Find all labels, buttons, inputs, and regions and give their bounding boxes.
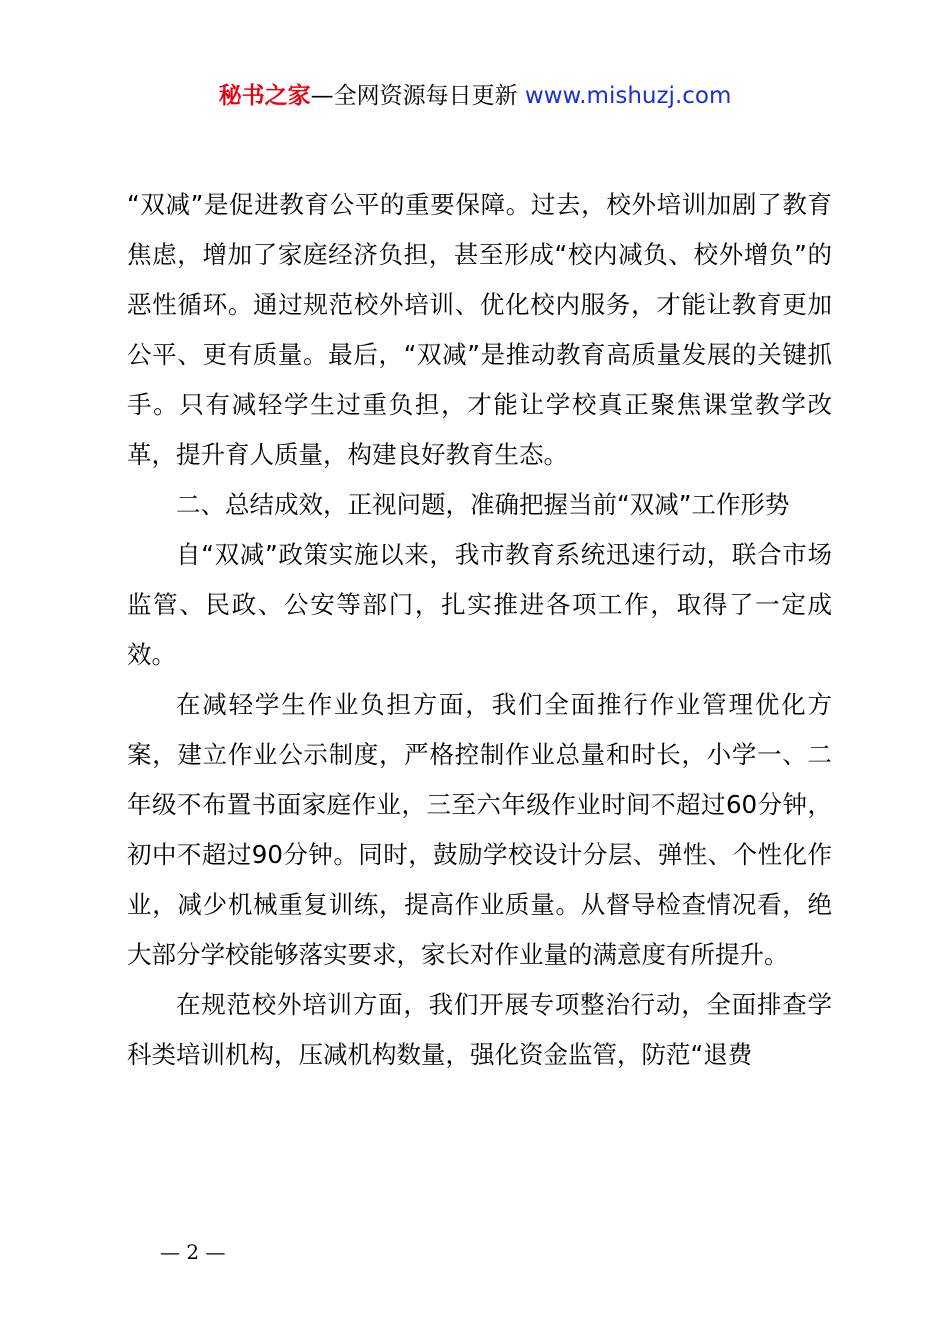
site-banner: [0, 80, 950, 112]
site-url-link[interactable]: www.mishuzj.com: [524, 83, 732, 109]
section-heading: 二、总结成效，正视问题，准确把握当前“双减”工作形势: [176, 490, 790, 519]
paragraph: 自“双减”政策实施以来，我市教育系统迅速行动，联合市场监管、民政、公安等部门，扎实推进各项工作，取得了一定成效。: [127, 540, 832, 669]
page-number: — 2 —: [160, 1240, 226, 1264]
paragraph: “双减”是促进教育公平的重要保障。过去，校外培训加剧了教育焦虑，增加了家庭经济负担，甚至形成“校内减负、校外增负”的恶性循环。通过规范校外培训、优化校内服务，才能让教育更加公平、更有质量。最后，“双减”是推动教育高质量发展的关键抓手。只有减轻学生过重负担，才能让学校真正聚焦课堂教学改革，提升育人质量，构建良好教育生态。: [127, 190, 832, 469]
paragraph: 在规范校外培训方面，我们开展专项整治行动，全面排查学科类培训机构，压减机构数量，强化资金监管，防范“退费: [127, 990, 832, 1069]
brand-name: 秘书之家: [218, 83, 311, 109]
paragraph: 在减轻学生作业负担方面，我们全面推行作业管理优化方案，建立作业公示制度，严格控制作业总量和时长，小学一、二年级不布置书面家庭作业，三至六年级作业时间不超过60分钟，初中不超过90分钟。同时，鼓励学校设计分层、弹性、个性化作业，减少机械重复训练，提高作业质量。从督导检查情况看，绝大部分学校能够落实要求，家长对作业量的满意度有所提升。: [127, 690, 832, 969]
document-body: [127, 180, 832, 1080]
banner-tagline: —全网资源每日更新: [310, 83, 518, 109]
